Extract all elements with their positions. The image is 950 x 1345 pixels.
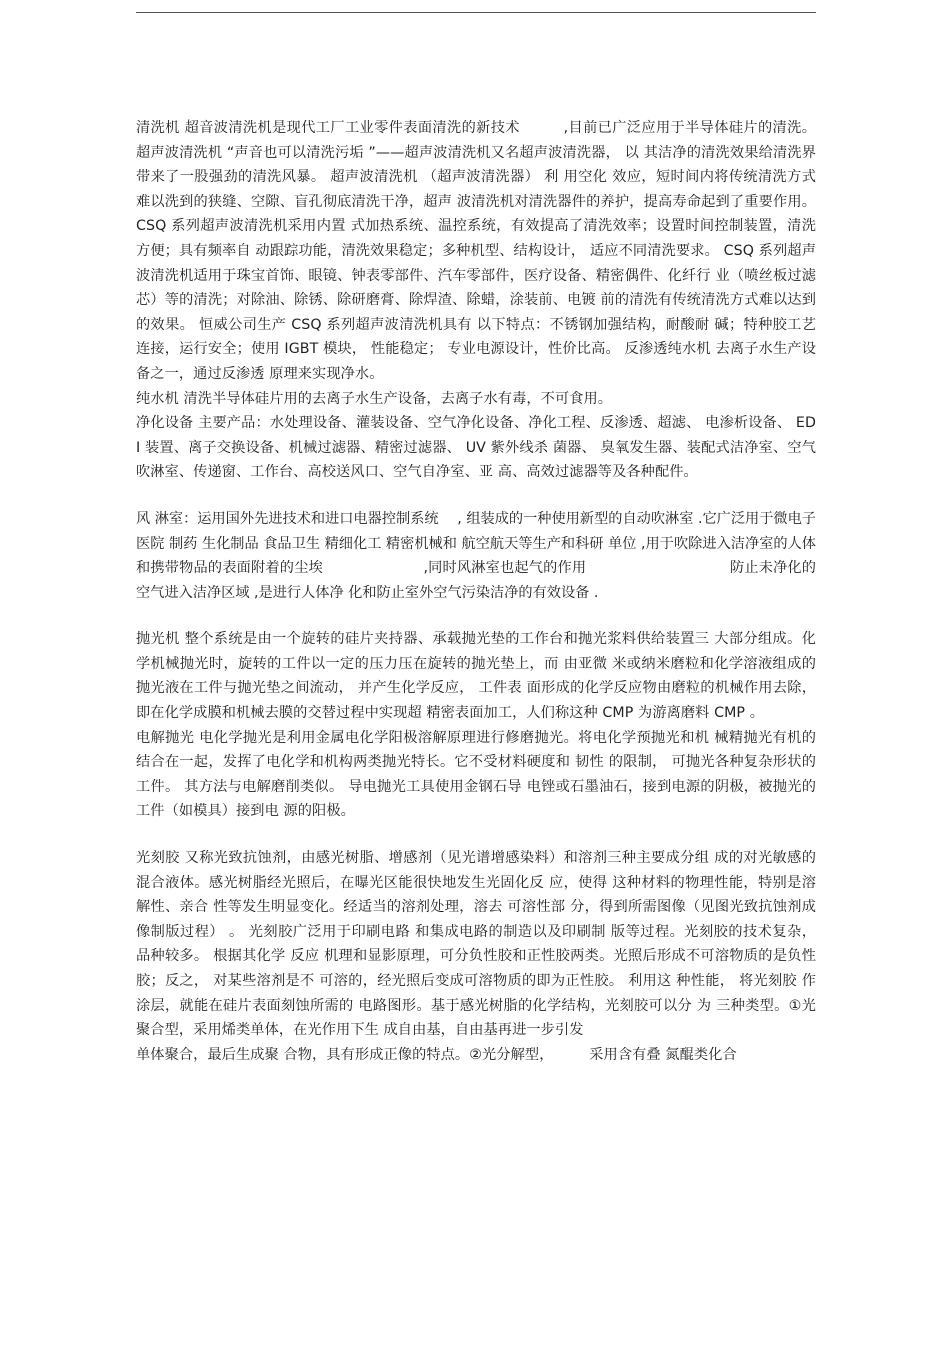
paragraph-photoresist: 光刻胶 又称光致抗蚀剂，由感光树脂、增感剂（见光谱增感染料）和溶剂三种主要成分组 成的对光敏感的混合液体。感光树脂经光照后，在曝光区能很快地发生光固化反 应，使得 这种材料的物理性能，特别是溶解性、亲合 性等发生明显变化。经适当的溶剂处理，溶去 可溶性部 分，得到所需图像（见图光致抗蚀剂成像制版过程） 。 光刻胶广泛用于印刷电路 和集成电路的制造以及印刷制 版等过程。光刻胶的技术复杂， 品种较多。 根据其化学 反应 机理和显影原理，可分负性胶和正性胶两类。光照后形成不可溶物质的是负性胶；反之， 对某些溶剂是不 可溶的，经光照后变成可溶物质的即为正性胶。 利用这 种性能， 将光刻胶 作涂层，就能在硅片表面刻蚀所需的 电路图形。基于感光树脂的化学结构，光刻胶可以分 为 三种类型。①光聚合型，采用烯类单体，在光作用下生 成自由基，自由基再进一步引发 bbox=[136, 850, 816, 1039]
paragraph-gap bbox=[136, 824, 816, 846]
paragraph-purification-equipment: 净化设备 主要产品：水处理设备、灌装设备、空气净化设备、净化工程、反渗透、超滤、 电渗析设备、 EDI 装置、离子交换设备、机械过滤器、精密过滤器、 UV 紫外线杀 菌器、 臭氧发生器、装配式洁净室、空气吹淋室、传递窗、工作台、高校送风口、空气自净室、亚 高、高效过滤器等及各种配件。 bbox=[136, 415, 816, 481]
paragraph-air-shower: 风 淋室：运用国外先进技术和进口电器控制系统 , 组装成的一种使用新型的自动吹淋室 .它广泛用于微电子医院 制药 生化制品 食品卫生 精细化工 精密机械和 航空航天等生产和科研 单位 ,用于吹除进入洁净室的人体和携带物品的表面附着的尘埃 ,同时风淋室也起气的作用 防止未净化的空气进入洁净区域 ,是进行人体净 化和防止室外空气污染洁净的有效设备 . bbox=[136, 510, 816, 601]
document-body bbox=[136, 116, 816, 1067]
paragraph-photoresist-continued: 单体聚合，最后生成聚 合物，具有形成正像的特点。②光分解型， 采用含有叠 氮醌类化合 bbox=[136, 1046, 737, 1063]
paragraph-gap bbox=[136, 485, 816, 507]
paragraph-cleaning-machine: 清洗机 超音波清洗机是现代工厂工业零件表面清洗的新技术 ,目前已广泛应用于半导体硅片的清洗。 超声波清洗机 “声音也可以清洗污垢 ”——超声波清洗机又名超声波清洗器， 以 其洁净的清洗效果给清洗界带来了一股强劲的清洗风暴。 超声波清洗机 （超声波清洗器） 利 用空化 效应，短时间内将传统清洗方式难以洗到的狭缝、空隙、盲孔彻底清洗干净，超声 波清洗机对清洗器件的养护，提高寿命起到了重要作用。 CSQ 系列超声波清洗机采用内置 式加热系统、温控系统，有效提高了清洗效率；设置时间控制装置，清洗方便；具有频率自 动跟踪功能，清洗效果稳定；多种机型、结构设计， 适应不同清洗要求。 CSQ 系列超声 波清洗机适用于珠宝首饰、眼镜、钟表零部件、汽车零部件，医疗设备、精密偶件、化纤行 业（喷丝板过滤芯）等的清洗；对除油、除锈、除研磨膏、除焊渣、除蜡，涂装前、电镀 前的清洗有传统清洗方式难以达到的效果。 恒威公司生产 CSQ 系列超声波清洗机具有 以下特点：不锈钢加强结构，耐酸耐 碱；特种胶工艺连接，运行安全；使用 IGBT 模块， 性能稳定； 专业电源设计，性价比高。 反渗透纯水机 去离子水生产设备之一，通过反渗透 原理来实现净水。 bbox=[136, 120, 816, 382]
paragraph-pure-water-machine: 纯水机 清洗半导体硅片用的去离子水生产设备，去离子水有毒，不可食用。 bbox=[136, 390, 613, 407]
header-rule bbox=[136, 12, 816, 13]
paragraph-gap bbox=[136, 605, 816, 627]
paragraph-electrolytic-polishing: 电解抛光 电化学抛光是利用金属电化学阳极溶解原理进行修磨抛光。将电化学预抛光和机 械精抛光有机的结合在一起，发挥了电化学和机构两类抛光特长。它不受材料硬度和 韧性 的限制， 可抛光各种复杂形状的工件。 其方法与电解磨削类似。 导电抛光工具使用金钢石导 电锉或石墨油石，接到电源的阴极，被抛光的工件（如模具）接到电 源的阳极。 bbox=[136, 729, 816, 820]
paragraph-polishing-machine: 抛光机 整个系统是由一个旋转的硅片夹持器、承载抛光垫的工作台和抛光浆料供给装置三 大部分组成。化学机械抛光时，旋转的工件以一定的压力压在旋转的抛光垫上，而 由亚微 米或纳米磨粒和化学溶液组成的抛光液在工件与抛光垫之间流动， 并产生化学反应， 工件表 面形成的化学反应物由磨粒的机械作用去除， 即在化学成膜和机械去膜的交替过程中实现超 精密表面加工，人们称这种 CMP 为游离磨料 CMP 。 bbox=[136, 631, 816, 722]
